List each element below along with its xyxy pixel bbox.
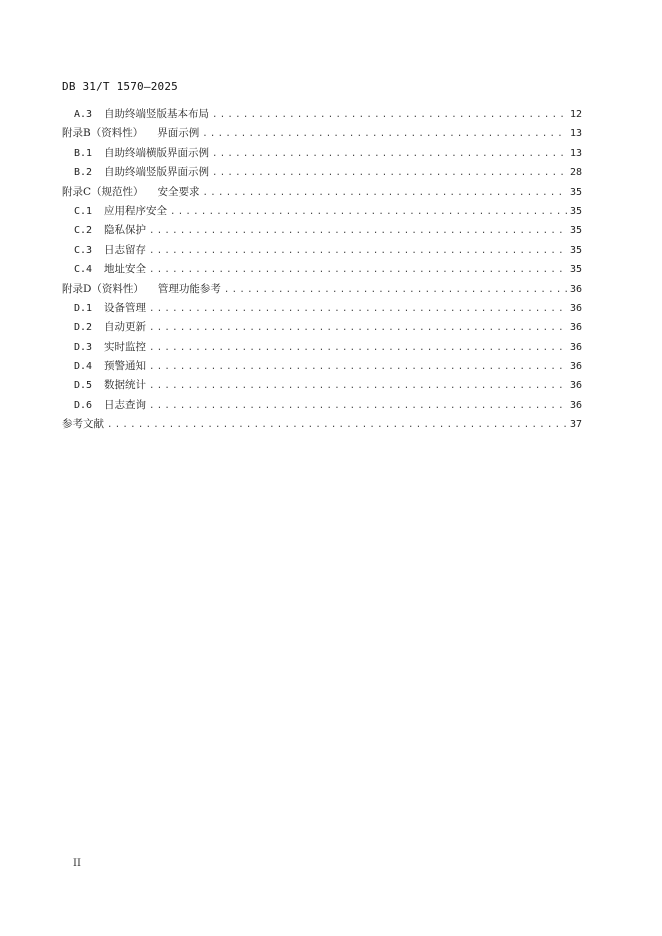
toc-entry-page: 36 xyxy=(569,302,582,314)
toc-entry-number: D.4 xyxy=(74,361,93,373)
toc-entry-title: 日志留存 xyxy=(104,243,146,256)
toc-entry-page: 35 xyxy=(569,205,582,217)
appendix-type: （资料性） xyxy=(90,127,144,140)
toc-entry-number: D.3 xyxy=(74,341,93,353)
toc-entry-title: 隐私保护 xyxy=(104,224,146,237)
toc-entry-b1[interactable] xyxy=(62,144,582,163)
toc-dot-leader xyxy=(149,377,567,396)
toc-entry-page: 36 xyxy=(569,361,582,373)
toc-entry-c3[interactable] xyxy=(62,241,582,260)
toc-dot-leader xyxy=(149,358,567,377)
toc-entry-c4[interactable] xyxy=(62,260,582,279)
toc-entry-title: 自动更新 xyxy=(104,321,146,334)
toc-entry-page: 28 xyxy=(569,167,582,179)
toc-entry-number: C.3 xyxy=(74,244,93,256)
toc-dot-leader xyxy=(212,164,567,183)
table-of-contents xyxy=(62,105,582,435)
appendix-label: 附录C xyxy=(62,185,92,198)
toc-entry-d1[interactable] xyxy=(62,299,582,318)
toc-entry-title: 实时监控 xyxy=(104,340,146,353)
toc-entry-number: D.6 xyxy=(74,399,93,411)
toc-entry-number: B.2 xyxy=(74,167,93,179)
appendix-type: （规范性） xyxy=(91,185,144,198)
appendix-label: 附录B xyxy=(62,127,91,140)
toc-dot-leader xyxy=(224,281,567,300)
toc-entry-title: 自助终端横版界面示例 xyxy=(104,146,209,159)
toc-entry-title: 安全要求 xyxy=(157,185,200,198)
toc-entry-appendix-d[interactable] xyxy=(62,280,582,299)
toc-dot-leader xyxy=(170,203,567,222)
toc-entry-appendix-b[interactable] xyxy=(62,124,582,143)
toc-entry-page: 36 xyxy=(569,380,582,392)
toc-dot-leader xyxy=(149,222,567,241)
toc-entry-title: 地址安全 xyxy=(104,263,146,276)
toc-entry-a3[interactable] xyxy=(62,105,582,124)
toc-dot-leader xyxy=(203,184,567,203)
toc-dot-leader xyxy=(212,145,567,164)
toc-entry-title: 自助终端竖版基本布局 xyxy=(104,108,209,120)
toc-dot-leader xyxy=(149,261,567,280)
toc-entry-page: 12 xyxy=(569,109,582,120)
standard-code-header: DB 31/T 1570—2025 xyxy=(62,80,178,93)
toc-dot-leader xyxy=(149,319,567,338)
toc-entry-d4[interactable] xyxy=(62,357,582,376)
toc-entry-number: A.3 xyxy=(74,109,93,120)
toc-entry-page: 35 xyxy=(569,225,582,237)
toc-entry-title: 自助终端竖版界面示例 xyxy=(104,166,209,179)
toc-entry-number: C.2 xyxy=(74,225,93,237)
toc-entry-number: D.2 xyxy=(74,322,93,334)
toc-dot-leader xyxy=(149,242,567,261)
toc-entry-title: 参考文献 xyxy=(62,418,104,431)
toc-entry-page: 36 xyxy=(569,399,582,411)
toc-dot-leader xyxy=(107,416,567,435)
toc-entry-number: B.1 xyxy=(74,147,93,159)
toc-entry-page: 36 xyxy=(569,322,582,334)
toc-entry-title: 界面示例 xyxy=(157,127,200,140)
toc-entry-title: 预警通知 xyxy=(104,360,146,373)
toc-entry-title: 管理功能参考 xyxy=(157,282,221,295)
toc-entry-d2[interactable] xyxy=(62,318,582,337)
toc-entry-page: 35 xyxy=(569,264,582,276)
toc-entry-c2[interactable] xyxy=(62,221,582,240)
toc-dot-leader xyxy=(149,397,567,416)
toc-dot-leader xyxy=(149,339,567,358)
toc-entry-d6[interactable] xyxy=(62,396,582,415)
toc-dot-leader xyxy=(202,125,567,144)
appendix-type: （资料性） xyxy=(91,282,144,295)
toc-entry-number: D.1 xyxy=(74,302,93,314)
toc-entry-page: 13 xyxy=(569,147,582,159)
toc-entry-d5[interactable] xyxy=(62,376,582,395)
toc-entry-page: 36 xyxy=(569,341,582,353)
toc-entry-references[interactable] xyxy=(62,415,582,434)
page-number: II xyxy=(73,858,81,869)
toc-entry-page: 35 xyxy=(569,186,582,198)
appendix-label: 附录D xyxy=(62,282,92,295)
toc-entry-number: D.5 xyxy=(74,380,93,392)
toc-dot-leader xyxy=(149,300,567,319)
toc-entry-title: 日志查询 xyxy=(104,398,146,411)
toc-entry-page: 35 xyxy=(569,244,582,256)
toc-entry-page: 37 xyxy=(569,419,582,431)
toc-entry-title: 应用程序安全 xyxy=(104,204,167,217)
toc-entry-d3[interactable] xyxy=(62,338,582,357)
toc-dot-leader xyxy=(212,106,567,125)
toc-entry-title: 数据统计 xyxy=(104,379,146,392)
toc-entry-c1[interactable] xyxy=(62,202,582,221)
toc-entry-number: C.4 xyxy=(74,264,93,276)
toc-entry-title: 设备管理 xyxy=(104,301,146,314)
toc-entry-page: 36 xyxy=(569,283,582,295)
toc-entry-appendix-c[interactable] xyxy=(62,183,582,202)
toc-entry-number: C.1 xyxy=(74,205,93,217)
toc-entry-b2[interactable] xyxy=(62,163,582,182)
toc-entry-page: 13 xyxy=(569,128,582,140)
